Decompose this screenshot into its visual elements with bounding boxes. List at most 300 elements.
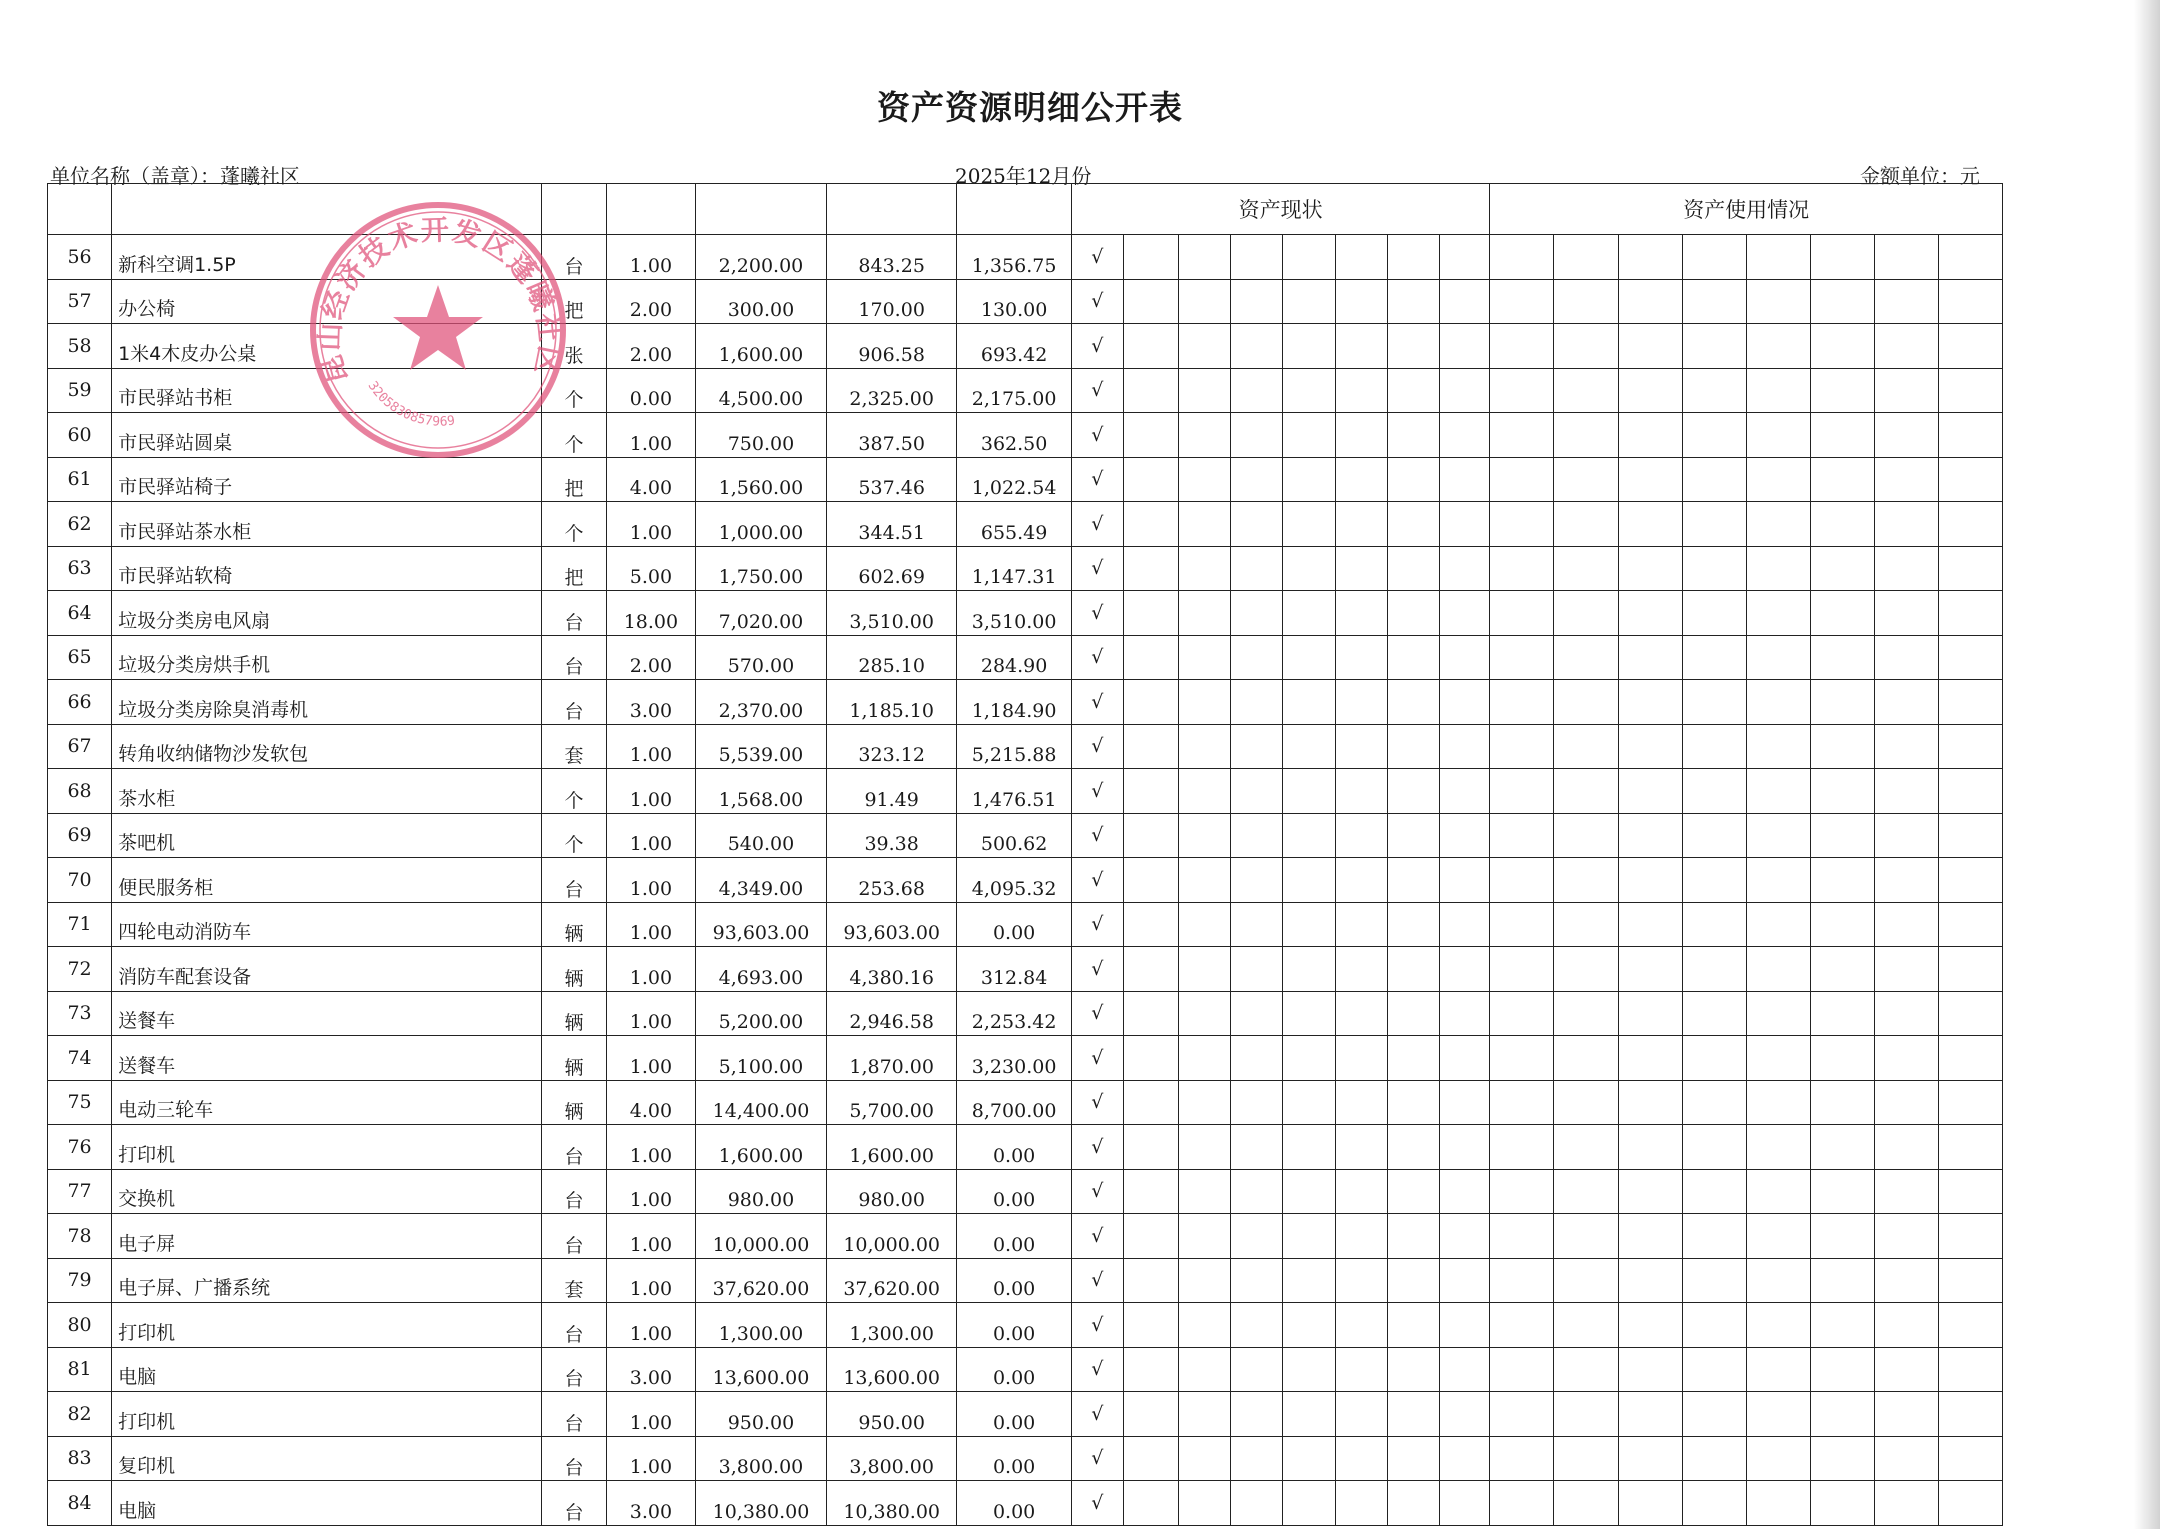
- empty-cell: [1123, 1214, 1179, 1259]
- quantity: 5.00: [607, 546, 696, 591]
- unit-of-measure: 台: [541, 1481, 606, 1526]
- asset-usage-header: 资产使用情况: [1490, 184, 2003, 235]
- table-row: [48, 1125, 2003, 1170]
- empty-cell: [1490, 368, 1554, 413]
- quantity: 1.00: [607, 1436, 696, 1481]
- asset-name: 垃圾分类房烘手机: [112, 635, 542, 680]
- empty-cell: [1123, 858, 1179, 903]
- table-row: [48, 235, 2003, 280]
- empty-cell: [1618, 546, 1682, 591]
- empty-cell: [1388, 1436, 1440, 1481]
- empty-cell: [1618, 1080, 1682, 1125]
- unit-of-measure: 台: [541, 1347, 606, 1392]
- empty-cell: [1282, 1481, 1336, 1526]
- empty-cell: [1810, 235, 1874, 280]
- table-row: [48, 769, 2003, 814]
- table-header-row: [48, 184, 2003, 235]
- empty-cell: [1282, 1258, 1336, 1303]
- empty-cell: [1490, 324, 1554, 369]
- empty-cell: [1490, 991, 1554, 1036]
- empty-cell: [1231, 1481, 1283, 1526]
- net-value: 1,147.31: [957, 546, 1072, 591]
- empty-cell: [1490, 635, 1554, 680]
- header-cell-unit: [541, 184, 606, 235]
- status-check-mark: √: [1071, 546, 1123, 591]
- empty-cell: [1810, 1036, 1874, 1081]
- empty-cell: [1554, 724, 1618, 769]
- empty-cell: [1618, 1436, 1682, 1481]
- empty-cell: [1439, 1392, 1490, 1437]
- empty-cell: [1439, 902, 1490, 947]
- empty-cell: [1810, 502, 1874, 547]
- empty-cell: [1439, 324, 1490, 369]
- net-value: 0.00: [957, 1436, 1072, 1481]
- empty-cell: [1682, 1258, 1746, 1303]
- empty-cell: [1231, 1080, 1283, 1125]
- original-value: 7,020.00: [695, 591, 826, 636]
- empty-cell: [1938, 1481, 2002, 1526]
- quantity: 1.00: [607, 1214, 696, 1259]
- row-no: 82: [48, 1392, 112, 1437]
- net-value: 0.00: [957, 1303, 1072, 1348]
- original-value: 93,603.00: [695, 902, 826, 947]
- empty-cell: [1554, 1214, 1618, 1259]
- empty-cell: [1810, 546, 1874, 591]
- empty-cell: [1179, 680, 1231, 725]
- empty-cell: [1682, 991, 1746, 1036]
- empty-cell: [1938, 724, 2002, 769]
- net-value: 284.90: [957, 635, 1072, 680]
- status-check-mark: √: [1071, 1481, 1123, 1526]
- empty-cell: [1282, 1214, 1336, 1259]
- empty-cell: [1490, 413, 1554, 458]
- header-cell-qty: [607, 184, 696, 235]
- empty-cell: [1490, 1036, 1554, 1081]
- quantity: 1.00: [607, 769, 696, 814]
- empty-cell: [1179, 1436, 1231, 1481]
- empty-cell: [1490, 769, 1554, 814]
- table-row: [48, 947, 2003, 992]
- empty-cell: [1618, 902, 1682, 947]
- row-no: 80: [48, 1303, 112, 1348]
- status-check-mark: √: [1071, 502, 1123, 547]
- empty-cell: [1490, 1481, 1554, 1526]
- empty-cell: [1388, 769, 1440, 814]
- empty-cell: [1874, 991, 1938, 1036]
- original-value: 4,349.00: [695, 858, 826, 903]
- empty-cell: [1179, 546, 1231, 591]
- table-row: [48, 1481, 2003, 1526]
- empty-cell: [1938, 947, 2002, 992]
- original-value: 1,600.00: [695, 324, 826, 369]
- empty-cell: [1682, 1436, 1746, 1481]
- empty-cell: [1282, 457, 1336, 502]
- empty-cell: [1439, 1080, 1490, 1125]
- net-value: 655.49: [957, 502, 1072, 547]
- empty-cell: [1810, 1258, 1874, 1303]
- asset-name: 转角收纳储物沙发软包: [112, 724, 542, 769]
- empty-cell: [1938, 235, 2002, 280]
- header-cell-name: [112, 184, 542, 235]
- original-value: 570.00: [695, 635, 826, 680]
- empty-cell: [1336, 680, 1388, 725]
- original-value: 980.00: [695, 1169, 826, 1214]
- row-no: 59: [48, 368, 112, 413]
- empty-cell: [1810, 1436, 1874, 1481]
- empty-cell: [1682, 413, 1746, 458]
- empty-cell: [1618, 368, 1682, 413]
- unit-of-measure: 个: [541, 769, 606, 814]
- accumulated-depreciation: 3,800.00: [827, 1436, 957, 1481]
- empty-cell: [1231, 1303, 1283, 1348]
- empty-cell: [1618, 680, 1682, 725]
- empty-cell: [1336, 1214, 1388, 1259]
- empty-cell: [1490, 279, 1554, 324]
- empty-cell: [1938, 413, 2002, 458]
- empty-cell: [1874, 457, 1938, 502]
- asset-name: 打印机: [112, 1392, 542, 1437]
- empty-cell: [1179, 279, 1231, 324]
- empty-cell: [1490, 1080, 1554, 1125]
- row-no: 72: [48, 947, 112, 992]
- accumulated-depreciation: 10,380.00: [827, 1481, 957, 1526]
- empty-cell: [1231, 1125, 1283, 1170]
- asset-name: 电动三轮车: [112, 1080, 542, 1125]
- original-value: 750.00: [695, 413, 826, 458]
- empty-cell: [1336, 947, 1388, 992]
- empty-cell: [1554, 368, 1618, 413]
- empty-cell: [1938, 1214, 2002, 1259]
- row-no: 63: [48, 546, 112, 591]
- unit-of-measure: 个: [541, 368, 606, 413]
- empty-cell: [1282, 1036, 1336, 1081]
- unit-of-measure: 台: [541, 1125, 606, 1170]
- empty-cell: [1490, 457, 1554, 502]
- empty-cell: [1123, 902, 1179, 947]
- empty-cell: [1231, 546, 1283, 591]
- status-check-mark: √: [1071, 1080, 1123, 1125]
- row-no: 58: [48, 324, 112, 369]
- empty-cell: [1746, 457, 1810, 502]
- unit-of-measure: 把: [541, 279, 606, 324]
- empty-cell: [1746, 991, 1810, 1036]
- empty-cell: [1746, 546, 1810, 591]
- empty-cell: [1938, 858, 2002, 903]
- empty-cell: [1938, 635, 2002, 680]
- empty-cell: [1231, 991, 1283, 1036]
- empty-cell: [1810, 457, 1874, 502]
- empty-cell: [1810, 1303, 1874, 1348]
- asset-name: 市民驿站椅子: [112, 457, 542, 502]
- empty-cell: [1874, 1214, 1938, 1259]
- empty-cell: [1682, 502, 1746, 547]
- empty-cell: [1682, 1125, 1746, 1170]
- empty-cell: [1336, 813, 1388, 858]
- empty-cell: [1810, 368, 1874, 413]
- asset-name: 市民驿站圆桌: [112, 413, 542, 458]
- empty-cell: [1439, 1436, 1490, 1481]
- empty-cell: [1439, 991, 1490, 1036]
- table-row: [48, 324, 2003, 369]
- accumulated-depreciation: 602.69: [827, 546, 957, 591]
- empty-cell: [1874, 1481, 1938, 1526]
- table-row: [48, 858, 2003, 903]
- row-no: 70: [48, 858, 112, 903]
- empty-cell: [1336, 1258, 1388, 1303]
- empty-cell: [1439, 1169, 1490, 1214]
- empty-cell: [1746, 1303, 1810, 1348]
- empty-cell: [1231, 235, 1283, 280]
- empty-cell: [1490, 546, 1554, 591]
- empty-cell: [1874, 279, 1938, 324]
- empty-cell: [1336, 1481, 1388, 1526]
- accumulated-depreciation: 980.00: [827, 1169, 957, 1214]
- empty-cell: [1439, 413, 1490, 458]
- empty-cell: [1810, 858, 1874, 903]
- empty-cell: [1746, 1125, 1810, 1170]
- empty-cell: [1179, 591, 1231, 636]
- quantity: 1.00: [607, 947, 696, 992]
- empty-cell: [1682, 1392, 1746, 1437]
- empty-cell: [1874, 947, 1938, 992]
- accumulated-depreciation: 2,946.58: [827, 991, 957, 1036]
- asset-name: 新科空调1.5P: [112, 235, 542, 280]
- status-check-mark: √: [1071, 279, 1123, 324]
- empty-cell: [1490, 502, 1554, 547]
- empty-cell: [1810, 1347, 1874, 1392]
- empty-cell: [1938, 368, 2002, 413]
- unit-of-measure: 台: [541, 591, 606, 636]
- empty-cell: [1231, 1258, 1283, 1303]
- quantity: 3.00: [607, 1347, 696, 1392]
- original-value: 10,000.00: [695, 1214, 826, 1259]
- empty-cell: [1490, 858, 1554, 903]
- empty-cell: [1336, 769, 1388, 814]
- accumulated-depreciation: 170.00: [827, 279, 957, 324]
- empty-cell: [1682, 1169, 1746, 1214]
- empty-cell: [1231, 902, 1283, 947]
- empty-cell: [1439, 1036, 1490, 1081]
- empty-cell: [1682, 1303, 1746, 1348]
- unit-of-measure: 台: [541, 1436, 606, 1481]
- unit-of-measure: 台: [541, 858, 606, 903]
- empty-cell: [1388, 502, 1440, 547]
- unit-of-measure: 辆: [541, 1036, 606, 1081]
- empty-cell: [1490, 947, 1554, 992]
- unit-of-measure: 个: [541, 502, 606, 547]
- empty-cell: [1618, 279, 1682, 324]
- empty-cell: [1123, 1392, 1179, 1437]
- table-row: [48, 457, 2003, 502]
- empty-cell: [1938, 1392, 2002, 1437]
- empty-cell: [1439, 591, 1490, 636]
- empty-cell: [1554, 1258, 1618, 1303]
- status-check-mark: √: [1071, 635, 1123, 680]
- empty-cell: [1439, 1303, 1490, 1348]
- empty-cell: [1938, 1303, 2002, 1348]
- empty-cell: [1874, 769, 1938, 814]
- status-check-mark: √: [1071, 1258, 1123, 1303]
- empty-cell: [1490, 591, 1554, 636]
- empty-cell: [1618, 1169, 1682, 1214]
- empty-cell: [1682, 457, 1746, 502]
- empty-cell: [1336, 991, 1388, 1036]
- seal-code-text: 3205830857969: [364, 378, 456, 430]
- row-no: 77: [48, 1169, 112, 1214]
- empty-cell: [1938, 1125, 2002, 1170]
- empty-cell: [1388, 1169, 1440, 1214]
- empty-cell: [1231, 324, 1283, 369]
- asset-name: 送餐车: [112, 1036, 542, 1081]
- empty-cell: [1388, 635, 1440, 680]
- empty-cell: [1123, 947, 1179, 992]
- accumulated-depreciation: 93,603.00: [827, 902, 957, 947]
- original-value: 4,500.00: [695, 368, 826, 413]
- empty-cell: [1336, 1169, 1388, 1214]
- empty-cell: [1618, 1036, 1682, 1081]
- unit-of-measure: 辆: [541, 1080, 606, 1125]
- row-no: 78: [48, 1214, 112, 1259]
- accumulated-depreciation: 1,600.00: [827, 1125, 957, 1170]
- empty-cell: [1490, 1169, 1554, 1214]
- accumulated-depreciation: 1,870.00: [827, 1036, 957, 1081]
- original-value: 540.00: [695, 813, 826, 858]
- row-no: 56: [48, 235, 112, 280]
- empty-cell: [1874, 591, 1938, 636]
- quantity: 0.00: [607, 368, 696, 413]
- empty-cell: [1123, 235, 1179, 280]
- empty-cell: [1554, 991, 1618, 1036]
- net-value: 1,356.75: [957, 235, 1072, 280]
- empty-cell: [1810, 724, 1874, 769]
- empty-cell: [1490, 724, 1554, 769]
- accumulated-depreciation: 37,620.00: [827, 1258, 957, 1303]
- empty-cell: [1388, 680, 1440, 725]
- empty-cell: [1618, 1303, 1682, 1348]
- original-value: 1,750.00: [695, 546, 826, 591]
- table-row: [48, 546, 2003, 591]
- table-row: [48, 813, 2003, 858]
- empty-cell: [1682, 279, 1746, 324]
- empty-cell: [1179, 991, 1231, 1036]
- row-no: 57: [48, 279, 112, 324]
- table-row: [48, 1080, 2003, 1125]
- empty-cell: [1123, 769, 1179, 814]
- row-no: 71: [48, 902, 112, 947]
- empty-cell: [1490, 1303, 1554, 1348]
- asset-status-header: 资产现状: [1071, 184, 1489, 235]
- table-row: [48, 724, 2003, 769]
- empty-cell: [1123, 591, 1179, 636]
- empty-cell: [1810, 1392, 1874, 1437]
- empty-cell: [1490, 235, 1554, 280]
- empty-cell: [1336, 635, 1388, 680]
- table-row: [48, 991, 2003, 1036]
- asset-name: 消防车配套设备: [112, 947, 542, 992]
- quantity: 1.00: [607, 502, 696, 547]
- empty-cell: [1810, 1080, 1874, 1125]
- row-no: 68: [48, 769, 112, 814]
- empty-cell: [1179, 1392, 1231, 1437]
- empty-cell: [1682, 368, 1746, 413]
- empty-cell: [1682, 858, 1746, 903]
- quantity: 1.00: [607, 1169, 696, 1214]
- original-value: 3,800.00: [695, 1436, 826, 1481]
- empty-cell: [1618, 991, 1682, 1036]
- asset-name: 电脑: [112, 1347, 542, 1392]
- asset-table: [47, 183, 2003, 1526]
- quantity: 1.00: [607, 858, 696, 903]
- table-row: [48, 1436, 2003, 1481]
- empty-cell: [1746, 1258, 1810, 1303]
- empty-cell: [1490, 1347, 1554, 1392]
- quantity: 1.00: [607, 235, 696, 280]
- empty-cell: [1231, 413, 1283, 458]
- empty-cell: [1282, 1169, 1336, 1214]
- table-row: [48, 1214, 2003, 1259]
- empty-cell: [1682, 1347, 1746, 1392]
- row-no: 65: [48, 635, 112, 680]
- table-row: [48, 680, 2003, 725]
- row-no: 83: [48, 1436, 112, 1481]
- empty-cell: [1746, 235, 1810, 280]
- row-no: 76: [48, 1125, 112, 1170]
- empty-cell: [1554, 902, 1618, 947]
- empty-cell: [1938, 591, 2002, 636]
- unit-of-measure: 辆: [541, 902, 606, 947]
- net-value: 0.00: [957, 1169, 1072, 1214]
- net-value: 1,184.90: [957, 680, 1072, 725]
- original-value: 950.00: [695, 1392, 826, 1437]
- empty-cell: [1554, 502, 1618, 547]
- quantity: 4.00: [607, 1080, 696, 1125]
- accumulated-depreciation: 1,300.00: [827, 1303, 957, 1348]
- empty-cell: [1336, 1347, 1388, 1392]
- empty-cell: [1388, 546, 1440, 591]
- net-value: 2,175.00: [957, 368, 1072, 413]
- empty-cell: [1874, 902, 1938, 947]
- original-value: 1,600.00: [695, 1125, 826, 1170]
- empty-cell: [1618, 635, 1682, 680]
- empty-cell: [1874, 1392, 1938, 1437]
- empty-cell: [1746, 368, 1810, 413]
- empty-cell: [1746, 1169, 1810, 1214]
- original-value: 2,200.00: [695, 235, 826, 280]
- empty-cell: [1231, 1169, 1283, 1214]
- empty-cell: [1388, 947, 1440, 992]
- table-row: [48, 502, 2003, 547]
- empty-cell: [1179, 413, 1231, 458]
- original-value: 1,300.00: [695, 1303, 826, 1348]
- empty-cell: [1682, 680, 1746, 725]
- empty-cell: [1388, 1080, 1440, 1125]
- empty-cell: [1554, 1347, 1618, 1392]
- empty-cell: [1336, 413, 1388, 458]
- asset-name: 便民服务柜: [112, 858, 542, 903]
- header-cell-original: [695, 184, 826, 235]
- empty-cell: [1282, 858, 1336, 903]
- status-check-mark: √: [1071, 1392, 1123, 1437]
- empty-cell: [1123, 1258, 1179, 1303]
- empty-cell: [1874, 1258, 1938, 1303]
- empty-cell: [1336, 1303, 1388, 1348]
- empty-cell: [1554, 1392, 1618, 1437]
- empty-cell: [1439, 279, 1490, 324]
- empty-cell: [1231, 1347, 1283, 1392]
- empty-cell: [1874, 680, 1938, 725]
- empty-cell: [1179, 724, 1231, 769]
- empty-cell: [1231, 1436, 1283, 1481]
